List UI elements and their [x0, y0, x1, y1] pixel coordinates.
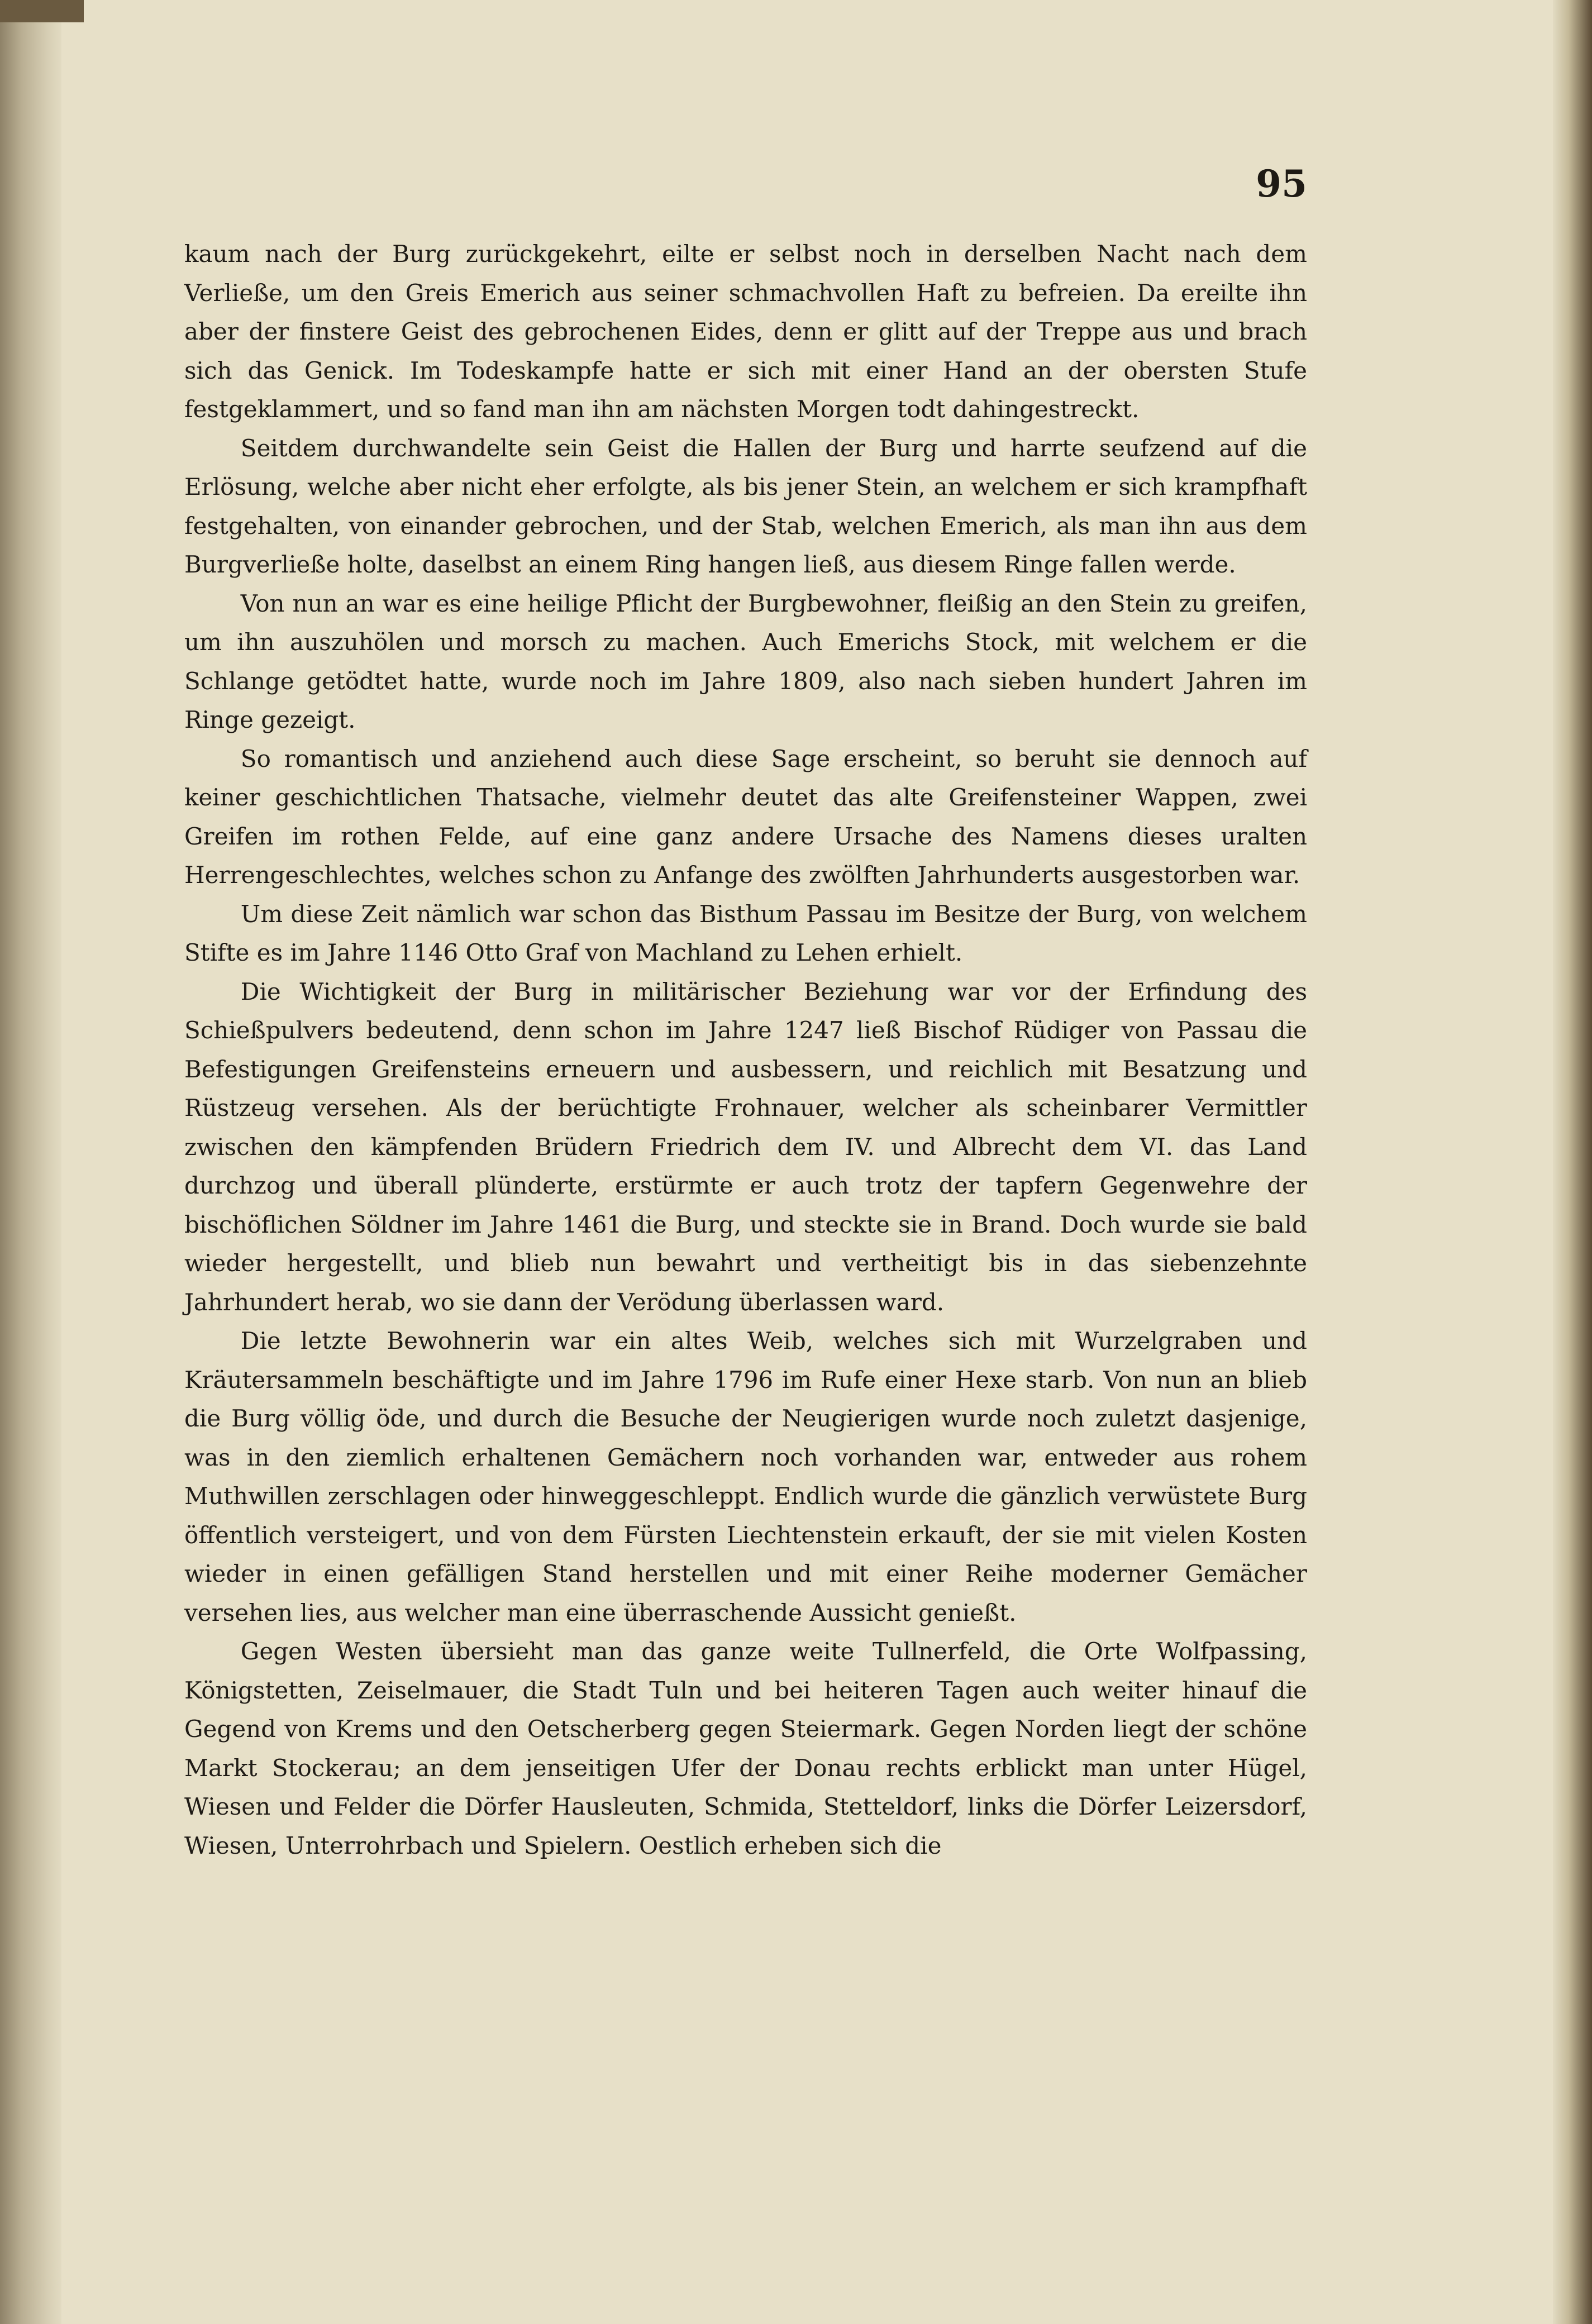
- paragraph-2: Seitdem durchwandelte sein Geist die Hallen der Burg und harrte seufzend auf die Erlösung, welche aber nicht eher erfolgte, als bis jener Stein, an welchem er sich krampfhaft festgehalten, von einander gebrochen, und der Stab, welchen Emerich, als man ihn aus dem Burgverließe holte, daselbst an einem Ring hangen ließ, aus diesem Ringe fallen werde.: [184, 434, 1307, 578]
- page-number: 95: [1256, 162, 1307, 206]
- paragraph-8: Gegen Westen übersieht man das ganze weite Tullnerfeld, die Orte Wolfpassing, Königstetten, Zeiselmauer, die Stadt Tuln und bei heiteren Tagen auch weiter hinauf die Gegend von Krems und den Oetscherberg gegen Steiermark. Gegen Norden liegt der schöne Markt Stockerau; an dem jenseitigen Ufer der Donau rechts erblickt man unter Hügel, Wiesen und Felder die Dörfer Hausleuten, Schmida, Stetteldorf, links die Dörfer Leizersdorf, Wiesen, Unterrohrbach und Spielern. Oestlich erheben sich die: [184, 1638, 1307, 1859]
- paragraph-5: Um diese Zeit nämlich war schon das Bisthum Passau im Besitze der Burg, von welchem Stifte es im Jahre 1146 Otto Graf von Machland zu Lehen erhielt.: [184, 900, 1307, 966]
- paragraph-7: Die letzte Bewohnerin war ein altes Weib, welches sich mit Wurzelgraben und Kräutersammeln beschäftigte und im Jahre 1796 im Rufe einer Hexe starb. Von nun an blieb die Burg völlig öde, und durch die Besuche der Neugierigen wurde noch zuletzt dasjenige, was in den ziemlich erhaltenen Gemächern noch vorhanden war, entweder aus rohem Muthwillen zerschlagen oder hinweggeschleppt. Endlich wurde die gänzlich verwüstete Burg öffentlich versteigert, und von dem Fürsten Liechtenstein erkauft, der sie mit vielen Kosten wieder in einen gefälligen Stand herstellen und mit einer Reihe moderner Gemächer versehen lies, aus welcher man eine überraschende Aussicht genießt.: [184, 1327, 1307, 1626]
- paragraph-3: Von nun an war es eine heilige Pflicht der Burgbewohner, fleißig an den Stein zu greifen, um ihn auszuhölen und morsch zu machen. Auch Emerichs Stock, mit welchem er die Schlange getödtet hatte, wurde noch im Jahre 1809, also nach sieben hundert Jahren im Ringe gezeigt.: [184, 589, 1307, 733]
- paragraph-1: kaum nach der Burg zurückgekehrt, eilte er selbst noch in derselben Nacht nach dem Verließe, um den Greis Emerich aus seiner schmachvollen Haft zu befreien. Da ereilte ihn aber der finstere Geist des gebrochenen Eides, denn er glitt auf der Treppe aus und brach sich das Genick. Im Todeskampfe hatte er sich mit einer Hand an der obersten Stufe festgeklammert, und so fand man ihn am nächsten Morgen todt dahingestreckt.: [184, 240, 1307, 423]
- binding-tab: [0, 0, 84, 22]
- page-gutter-shadow: [0, 0, 61, 2324]
- page-edge-shadow: [1553, 0, 1592, 2324]
- body-text: [184, 235, 1307, 1865]
- paragraph-6: Die Wichtigkeit der Burg in militärischer Beziehung war vor der Erfindung des Schießpulvers bedeutend, denn schon im Jahre 1247 ließ Bischof Rüdiger von Passau die Befestigungen Greifensteins erneuern und ausbessern, und reichlich mit Besatzung und Rüstzeug versehen. Als der berüchtigte Frohnauer, welcher als scheinbarer Vermittler zwischen den kämpfenden Brüdern Friedrich dem IV. und Albrecht dem VI. das Land durchzog und überall plünderte, erstürmte er auch trotz der tapfern Gegenwehre der bischöflichen Söldner im Jahre 1461 die Burg, und steckte sie in Brand. Doch wurde sie bald wieder hergestellt, und blieb nun bewahrt und vertheitigt bis in das siebenzehnte Jahrhundert herab, wo sie dann der Verödung überlassen ward.: [184, 977, 1307, 1316]
- paragraph-4: So romantisch und anziehend auch diese Sage erscheint, so beruht sie dennoch auf keiner geschichtlichen Thatsache, vielmehr deutet das alte Greifensteiner Wappen, zwei Greifen im rothen Felde, auf eine ganz andere Ursache des Namens dieses uralten Herrengeschlechtes, welches schon zu Anfange des zwölften Jahrhunderts ausgestorben war.: [184, 745, 1307, 889]
